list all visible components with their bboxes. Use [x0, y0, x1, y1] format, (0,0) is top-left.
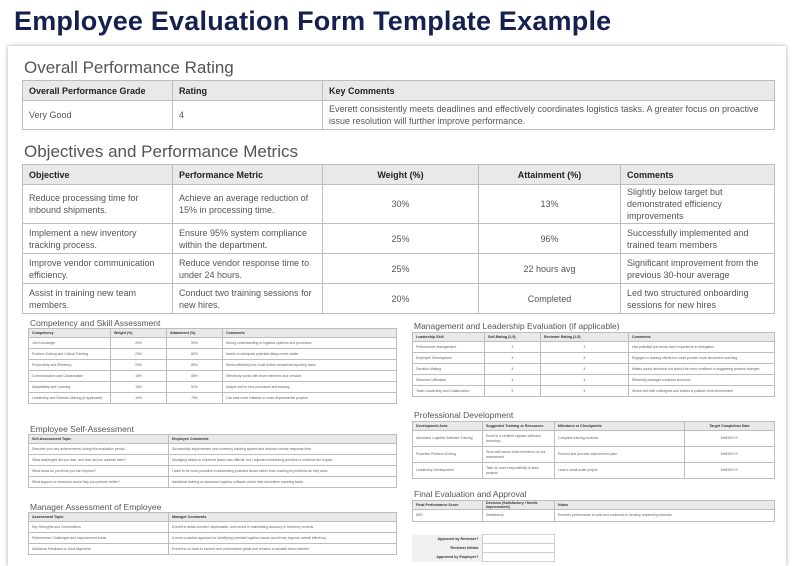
overall-grade[interactable]: Very Good — [23, 101, 173, 130]
comment-cell[interactable]: Successfully implemented and trained team members — [621, 224, 775, 254]
comment-cell[interactable]: Can take more initiative in cross-departmental projects — [223, 393, 397, 404]
attainment-cell[interactable]: 92% — [167, 382, 223, 393]
table-row — [29, 349, 397, 360]
approved-by-employee-field[interactable] — [482, 553, 554, 562]
table-row — [29, 393, 397, 404]
objective-cell[interactable]: Improve vendor communication efficiency. — [23, 254, 173, 284]
objective-cell[interactable]: Assist in training new team members. — [23, 284, 173, 314]
table-row — [23, 185, 775, 224]
objectives-section-title: Objectives and Performance Metrics — [24, 142, 298, 161]
table-row — [413, 375, 775, 386]
attainment-cell[interactable]: 90% — [167, 338, 223, 349]
area-cell[interactable]: Proactive Problem-Solving — [413, 447, 483, 463]
table-row — [413, 353, 775, 364]
topic-cell[interactable]: Describe your key achievements during this evaluation period. — [29, 444, 169, 455]
training-cell[interactable]: Work with senior team members on risk assessment — [483, 447, 555, 463]
header-cell: Final Performance Score — [413, 501, 483, 510]
header-cell: Comments — [629, 333, 775, 342]
self-rating-cell[interactable]: 4 — [485, 364, 541, 375]
table-row — [29, 360, 397, 371]
overall-section-title: Overall Performance Rating — [24, 58, 234, 77]
table-row — [23, 254, 775, 284]
comment-cell[interactable]: Makes sound decisions but should be more confident in suggesting process changes — [629, 364, 775, 375]
comment-cell[interactable]: Adapts well to new processes and training — [223, 382, 397, 393]
weight-cell[interactable]: 20% — [111, 338, 167, 349]
comment-cell[interactable]: Additional training on advanced logistics software would help streamline reporting tasks. — [169, 477, 397, 488]
objectives-table — [22, 164, 775, 314]
comment-cell[interactable]: Everett is on track to exceed next performance goals and remains a valuable team member. — [169, 544, 397, 555]
comment-cell[interactable]: Slightly below target but demonstrated efficiency improvements — [621, 185, 775, 224]
header-cell: Decision (Satisfactory / Needs Improvement) — [483, 501, 555, 510]
comment-cell[interactable]: Has potential but needs more experience in delegation — [629, 342, 775, 353]
self-rating-cell[interactable]: 3 — [485, 342, 541, 353]
attainment-cell[interactable]: 13% — [479, 185, 621, 224]
header-cell: Manager Comments — [169, 513, 397, 522]
weight-cell[interactable]: 15% — [111, 371, 167, 382]
header-cell: Key Comments — [323, 81, 775, 101]
competency-cell[interactable]: Problem Solving and Critical Thinking — [29, 349, 111, 360]
table-header-row — [29, 513, 397, 522]
overall-rating[interactable]: 4 — [173, 101, 323, 130]
attainment-cell[interactable]: 80% — [167, 349, 223, 360]
attainment-cell[interactable]: 85% — [167, 360, 223, 371]
final-section-title: Final Evaluation and Approval — [414, 489, 527, 499]
header-cell: Employee Comments — [169, 435, 397, 444]
competency-cell[interactable]: Leadership and Decision-Making (if applicable) — [29, 393, 111, 404]
attainment-cell[interactable]: 78% — [167, 393, 223, 404]
self-assessment-section-title: Employee Self-Assessment — [30, 424, 134, 434]
approved-by-reviewer-label: Approved by Reviewer? — [412, 535, 482, 544]
table-row — [23, 224, 775, 254]
date-cell[interactable]: MM/DD/YY — [685, 447, 775, 463]
table-row — [413, 342, 775, 353]
table-row — [29, 455, 397, 466]
table-row — [29, 477, 397, 488]
header-cell: Weight (%) — [111, 329, 167, 338]
table-row — [29, 544, 397, 555]
reviewer-initials-field[interactable] — [482, 544, 554, 553]
date-cell[interactable]: MM/DD/YY — [685, 463, 775, 479]
final-score-cell[interactable]: 85% — [413, 510, 483, 522]
table-header-row — [413, 333, 775, 342]
weight-cell[interactable]: 25% — [323, 224, 479, 254]
weight-cell[interactable]: 10% — [111, 393, 167, 404]
table-row — [413, 386, 775, 397]
table-header-row — [413, 501, 775, 510]
comment-cell[interactable]: Engages in training efforts but could provide more structured coaching — [629, 353, 775, 364]
manager-assessment-section-title: Manager Assessment of Employee — [30, 502, 162, 512]
table-row — [29, 522, 397, 533]
skill-cell[interactable]: Team Leadership and Collaboration — [413, 386, 485, 397]
table-row — [23, 284, 775, 314]
attainment-cell[interactable]: 96% — [479, 224, 621, 254]
overall-table — [22, 80, 775, 130]
competency-cell[interactable]: Communication and Collaboration — [29, 371, 111, 382]
comment-cell[interactable]: I want to be more proactive in addressing potential issues rather than reacting to problems as they arise. — [169, 466, 397, 477]
self-rating-cell[interactable]: 5 — [485, 386, 541, 397]
skill-cell[interactable]: Decision-Making — [413, 364, 485, 375]
self-assessment-table — [28, 434, 397, 488]
header-cell: Development Area — [413, 422, 483, 431]
header-cell: Self-Rating (1-5) — [485, 333, 541, 342]
date-cell[interactable]: MM/DD/YY — [685, 431, 775, 447]
table-row — [413, 364, 775, 375]
header-cell: Notes — [555, 501, 775, 510]
milestone-cell[interactable]: Present and process improvement plan — [555, 447, 685, 463]
header-cell: Reviewer Rating (1-5) — [541, 333, 629, 342]
approval-table — [412, 534, 774, 562]
header-cell: Comments — [621, 165, 775, 185]
topic-cell[interactable]: Additional Feedback or Goal Alignment — [29, 544, 169, 555]
weight-cell[interactable]: 30% — [323, 185, 479, 224]
topic-cell[interactable]: Key Strengths and Contributions — [29, 522, 169, 533]
table-row — [29, 371, 397, 382]
header-cell: Competency — [29, 329, 111, 338]
table-row — [29, 382, 397, 393]
attainment-cell[interactable]: 88% — [167, 371, 223, 382]
metric-cell[interactable]: Ensure 95% system compliance within the department. — [173, 224, 323, 254]
development-section-title: Professional Development — [414, 410, 514, 420]
title-banner — [0, 0, 794, 46]
approved-by-employee-label: Approved by Employee? — [412, 553, 482, 562]
header-cell: Weight (%) — [323, 165, 479, 185]
comment-cell[interactable]: Strong understanding of logistics systems and processes — [223, 338, 397, 349]
reviewer-rating-cell[interactable]: 4 — [541, 386, 629, 397]
comment-cell[interactable]: Works efficiently but could further streamline reporting tasks — [223, 360, 397, 371]
weight-cell[interactable]: 20% — [111, 360, 167, 371]
skill-cell[interactable]: Resource Utilization — [413, 375, 485, 386]
table-row — [413, 431, 775, 447]
table-header-row — [23, 81, 775, 101]
training-cell[interactable]: Take on more responsibility in team projects — [483, 463, 555, 479]
metric-cell[interactable]: Achieve an average reduction of 15% in processing time. — [173, 185, 323, 224]
approved-by-reviewer-field[interactable] — [482, 535, 554, 544]
management-table — [412, 332, 775, 397]
management-section-title: Management and Leadership Evaluation (if applicable) — [414, 321, 620, 331]
header-cell: Comments — [223, 329, 397, 338]
topic-cell[interactable]: Performance Challenges and Improvement Areas — [29, 533, 169, 544]
table-row — [413, 447, 775, 463]
header-cell: Leadership Skill — [413, 333, 485, 342]
competency-table — [28, 328, 397, 404]
skill-cell[interactable]: Performance Management — [413, 342, 485, 353]
metric-cell[interactable]: Reduce vendor response time to under 24 hours. — [173, 254, 323, 284]
comment-cell[interactable]: Effectively works with team members and vendors — [223, 371, 397, 382]
header-cell: Objective — [23, 165, 173, 185]
table-row — [413, 510, 775, 522]
overall-comments[interactable]: Everett consistently meets deadlines and effectively coordinates logistics tasks. A greater focus on proactive issue resolution will further improve performance. — [323, 101, 775, 130]
header-cell: Performance Metric — [173, 165, 323, 185]
comment-cell[interactable]: Significant improvement from the previous 30-hour average — [621, 254, 775, 284]
header-cell: Suggested Training or Resources — [483, 422, 555, 431]
comment-cell[interactable]: A more proactive approach to identifying potential logistics issues would help improve overall efficiency. — [169, 533, 397, 544]
area-cell[interactable]: Advanced Logistics Software Training — [413, 431, 483, 447]
weight-cell[interactable]: 25% — [323, 254, 479, 284]
weight-cell[interactable]: 20% — [111, 349, 167, 360]
area-cell[interactable]: Leadership Development — [413, 463, 483, 479]
table-header-row — [29, 435, 397, 444]
comment-cell[interactable]: Works well with colleagues and fosters a positive work environment — [629, 386, 775, 397]
topic-cell[interactable]: What areas do you think you can improve? — [29, 466, 169, 477]
milestone-cell[interactable]: Complete training modules — [555, 431, 685, 447]
decision-cell[interactable]: Satisfactory — [483, 510, 555, 522]
self-rating-cell[interactable]: 4 — [485, 375, 541, 386]
notes-cell[interactable]: Everett's performance is solid and continues to develop leadership potential. — [555, 510, 775, 522]
comment-cell[interactable]: Needs to anticipate potential delays more earlier — [223, 349, 397, 360]
page-title: Employee Evaluation Form Template Example — [14, 6, 612, 36]
comment-cell[interactable]: Managing delays in shipment status was difficult, but I adjusted scheduling priorities to minimize the impact. — [169, 455, 397, 466]
comment-cell[interactable]: Led two structured onboarding sessions for new hires — [621, 284, 775, 314]
table-header-row — [23, 165, 775, 185]
comment-cell[interactable]: Everett is detail-oriented, dependable, and excels in maintaining accuracy in inventory records. — [169, 522, 397, 533]
table-header-row — [413, 422, 775, 431]
objective-cell[interactable]: Reduce processing time for inbound shipments. — [23, 185, 173, 224]
competency-cell[interactable]: Productivity and Efficiency — [29, 360, 111, 371]
header-cell: Milestone or Checkpoints — [555, 422, 685, 431]
table-row — [29, 444, 397, 455]
topic-cell[interactable]: What challenges did you face, and how did you address them? — [29, 455, 169, 466]
table-header-row — [29, 329, 397, 338]
weight-cell[interactable]: 15% — [111, 382, 167, 393]
competency-section-title: Competency and Skill Assessment — [30, 318, 161, 328]
competency-cell[interactable]: Adaptability and Learning — [29, 382, 111, 393]
comment-cell[interactable]: Efficiently manages workload and tools — [629, 375, 775, 386]
reviewer-rating-cell[interactable]: 3 — [541, 342, 629, 353]
final-table — [412, 500, 775, 522]
header-cell: Attainment (%) — [479, 165, 621, 185]
development-table — [412, 421, 775, 479]
table-row — [413, 463, 775, 479]
skill-cell[interactable]: Employee Development — [413, 353, 485, 364]
header-cell: Rating — [173, 81, 323, 101]
table-row — [29, 466, 397, 477]
competency-cell[interactable]: Job Knowledge — [29, 338, 111, 349]
topic-cell[interactable]: What support or resources would help you perform better? — [29, 477, 169, 488]
header-cell: Target Completion Date — [685, 422, 775, 431]
spacer — [554, 553, 774, 562]
training-cell[interactable]: Enroll in a certified logistics software workshop — [483, 431, 555, 447]
milestone-cell[interactable]: Lead a small-scale project — [555, 463, 685, 479]
spacer — [554, 535, 774, 544]
metric-cell[interactable]: Conduct two training sessions for new hires. — [173, 284, 323, 314]
comment-cell[interactable]: Successfully implemented new inventory tracking system and reduced vendor response time. — [169, 444, 397, 455]
reviewer-rating-cell[interactable]: 4 — [541, 364, 629, 375]
table-row — [29, 338, 397, 349]
attainment-cell[interactable]: Completed — [479, 284, 621, 314]
header-cell: Attainment (%) — [167, 329, 223, 338]
table-row — [23, 101, 775, 130]
attainment-cell[interactable]: 22 hours avg — [479, 254, 621, 284]
reviewer-rating-cell[interactable]: 4 — [541, 375, 629, 386]
weight-cell[interactable]: 20% — [323, 284, 479, 314]
header-cell: Self-Assessment Topic — [29, 435, 169, 444]
objective-cell[interactable]: Implement a new inventory tracking process. — [23, 224, 173, 254]
header-cell: Assessment Topic — [29, 513, 169, 522]
reviewer-rating-cell[interactable]: 5 — [541, 353, 629, 364]
header-cell: Overall Performance Grade — [23, 81, 173, 101]
spacer — [554, 544, 774, 553]
table-row — [29, 533, 397, 544]
form-sheet — [8, 46, 786, 566]
reviewer-initials-label: Reviewer Initials — [412, 544, 482, 553]
self-rating-cell[interactable]: 4 — [485, 353, 541, 364]
manager-assessment-table — [28, 512, 397, 555]
